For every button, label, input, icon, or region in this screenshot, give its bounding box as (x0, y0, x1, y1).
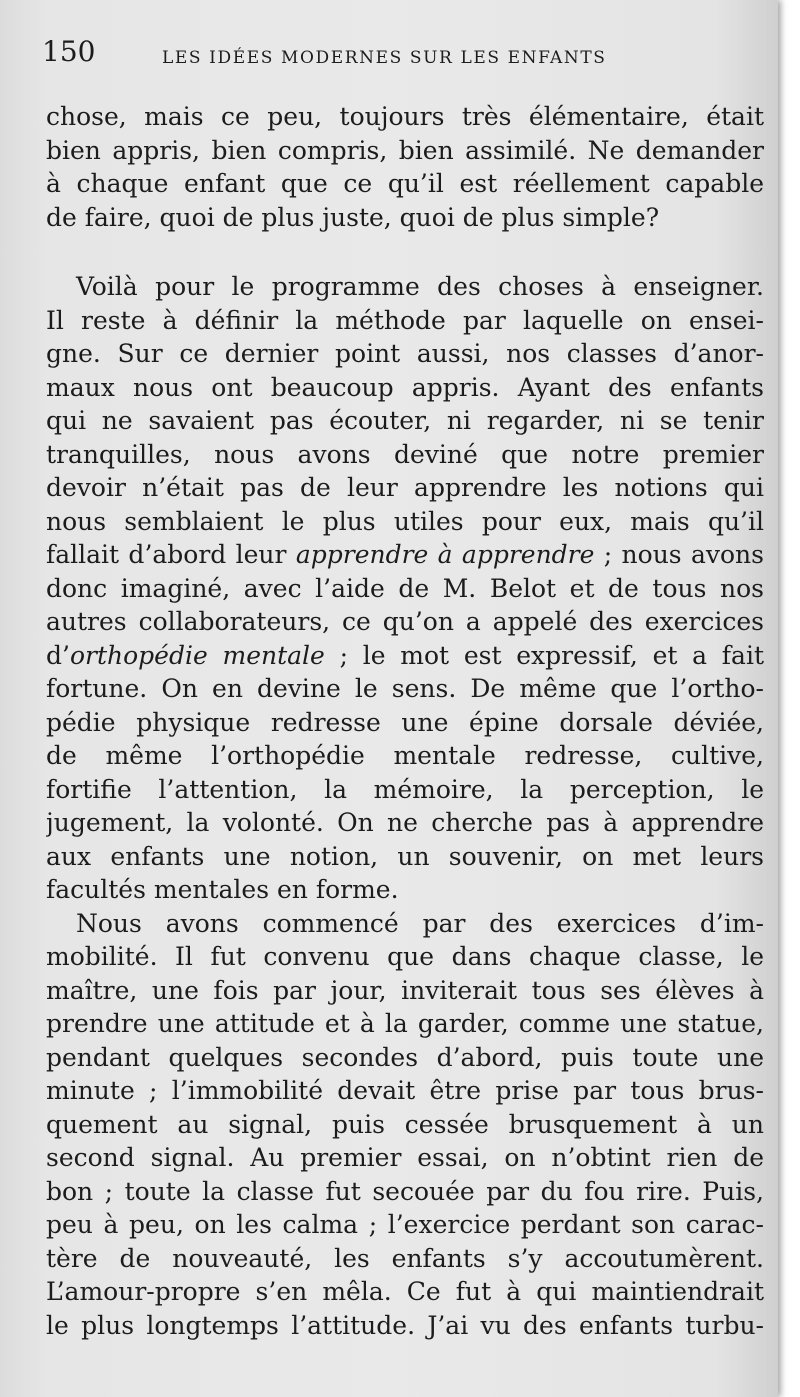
text-line: bon ; toute la classe fut secouée par du fou rire. Puis, (46, 1176, 764, 1206)
text-line: qui ne savaient pas écouter, ni regarder, ni se tenir (46, 406, 764, 435)
text-run: d’ (46, 640, 70, 670)
text-line: à chaque enfant que ce qu’il est réellement capable (46, 169, 764, 198)
page-header (42, 34, 762, 74)
text-line: pédie physique redresse une épine dorsale déviée, (46, 707, 764, 737)
text-line: maître, une fois par jour, inviterait tous ses élèves à (46, 975, 764, 1005)
text-line: devoir n’était pas de leur apprendre les notions qui (46, 473, 764, 502)
text-line: pendant quelques secondes d’abord, puis toute une (46, 1042, 764, 1072)
italic-phrase: apprendre à apprendre (295, 540, 595, 569)
text-line: maux nous ont beaucoup appris. Ayant des enfants (46, 372, 764, 402)
text-line: minute ; l’immobilité devait être prise par tous brus- (46, 1076, 764, 1105)
text-line: fortune. On en devine le sens. De même que l’ortho- (46, 674, 764, 703)
paragraph-1 (46, 100, 764, 234)
text-line: le plus longtemps l’attitude. J’ai vu des enfants turbu- (46, 1310, 764, 1340)
text-line: second signal. Au premier essai, on n’obtint rien de (46, 1143, 764, 1172)
text-line: quement au signal, puis cessée brusquement à un (46, 1109, 764, 1139)
paragraph-gap (46, 234, 764, 270)
italic-phrase: orthopédie mentale (69, 640, 325, 670)
text-line: Il reste à définir la méthode par laquelle on ensei- (46, 305, 764, 335)
text-line: jugement, la volonté. On ne cherche pas à apprendre (46, 808, 764, 837)
text-line: autres collaborateurs, ce qu’on a appelé des exercices (46, 607, 764, 636)
text-line: prendre une attitude et à la garder, comme une statue, (46, 1009, 764, 1038)
paragraph-2 (46, 270, 764, 907)
text-line: de même l’orthopédie mentale redresse, cultive, (46, 741, 764, 770)
text-line-with-italic (46, 538, 764, 572)
text-line: de faire, quoi de plus juste, quoi de plus simple? (46, 202, 660, 232)
text-line: gne. Sur ce dernier point aussi, nos classes d’anor- (46, 339, 764, 368)
text-run: ; le mot est expressif, et a fait (324, 640, 764, 670)
text-line: aux enfants une notion, un souvenir, on met leurs (46, 841, 764, 871)
page-number: 150 (42, 35, 96, 68)
text-line: mobilité. Il fut convenu que dans chaque classe, le (46, 942, 764, 971)
paragraph-3 (46, 907, 764, 1343)
text-line: Voilà pour le programme des choses à enseigner. (76, 272, 764, 301)
text-line: chose, mais ce peu, toujours très élémentaire, était (46, 102, 764, 131)
text-line: fortifie l’attention, la mémoire, la perception, le (46, 774, 764, 804)
text-line: Nous avons commencé par des exercices d’im- (76, 908, 764, 938)
text-run: fallait d’abord leur (46, 540, 296, 569)
text-line: tranquilles, nous avons deviné que notre premier (46, 439, 764, 469)
text-run: ; nous avons (594, 540, 764, 569)
page-body (46, 100, 764, 1342)
running-title: LES IDÉES MODERNES SUR LES ENFANTS (162, 48, 607, 68)
text-line: donc imaginé, avec l’aide de M. Belot et de tous nos (46, 573, 764, 603)
text-line: peu à peu, on les calma ; l’exercice perdant son carac- (46, 1210, 764, 1239)
text-line-with-italic (46, 639, 764, 673)
text-line: bien appris, bien compris, bien assimilé. Ne demander (46, 135, 764, 165)
text-line: nous semblaient le plus utiles pour eux, mais qu’il (46, 506, 764, 536)
text-line: tère de nouveauté, les enfants s’y accoutumèrent. (46, 1243, 764, 1273)
text-line: L’amour-propre s’en mêla. Ce fut à qui maintiendrait (46, 1277, 764, 1306)
text-line: facultés mentales en forme. (46, 875, 399, 904)
